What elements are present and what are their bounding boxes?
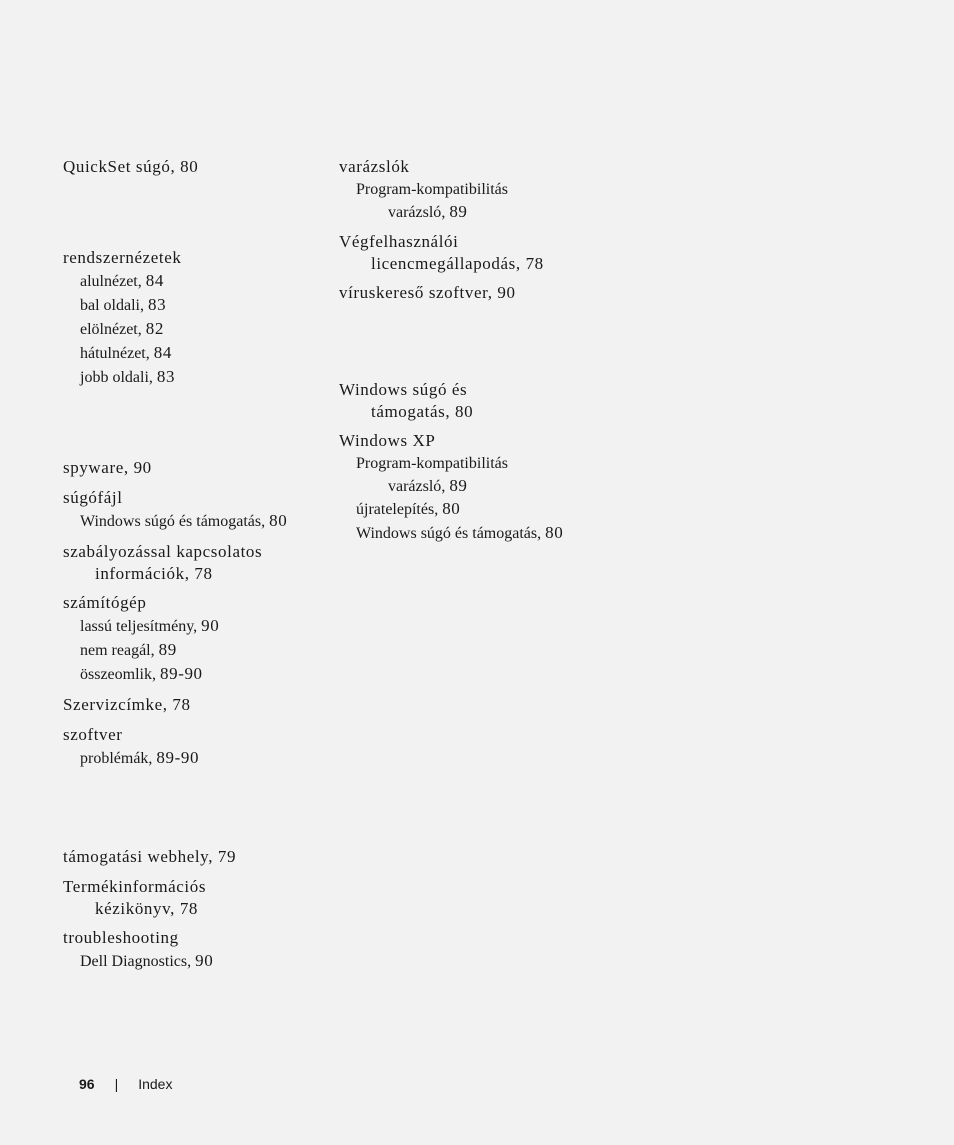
index-comma: , bbox=[441, 478, 450, 495]
index-term: bal oldali bbox=[80, 297, 140, 314]
index-entry bbox=[63, 486, 333, 533]
footer-section-title: Index bbox=[138, 1076, 173, 1092]
index-page-ref: 83 bbox=[147, 295, 167, 314]
index-term: rendszernézetek bbox=[63, 248, 182, 267]
index-comma: , bbox=[187, 953, 196, 970]
index-term: hátulnézet bbox=[80, 345, 146, 362]
index-comma: , bbox=[537, 525, 546, 542]
index-main-line bbox=[339, 378, 639, 401]
index-sub-line bbox=[63, 662, 333, 686]
index-main-line bbox=[339, 230, 639, 253]
index-entry bbox=[63, 845, 333, 868]
index-page-ref: 84 bbox=[153, 343, 172, 362]
index-page-ref: 84 bbox=[145, 271, 164, 290]
index-page-ref: 83 bbox=[156, 367, 176, 386]
index-page-ref: 89-90 bbox=[156, 748, 200, 767]
index-comma: , bbox=[515, 254, 526, 273]
index-main-line bbox=[63, 845, 333, 868]
index-comma: , bbox=[208, 847, 218, 866]
index-comma: , bbox=[193, 618, 202, 635]
index-term: újratelepítés bbox=[356, 501, 435, 518]
index-page-ref: 89 bbox=[449, 202, 468, 221]
index-page-ref: 90 bbox=[497, 283, 516, 302]
index-term: Windows XP bbox=[339, 431, 436, 450]
index-page-ref: 78 bbox=[525, 254, 544, 273]
index-comma: , bbox=[137, 321, 146, 338]
index-main-line bbox=[63, 456, 333, 479]
index-term: licencmegállapodás bbox=[371, 254, 516, 273]
index-comma: , bbox=[123, 458, 134, 477]
index-term: Program-kompatibilitás bbox=[356, 181, 508, 198]
index-comma: , bbox=[445, 402, 456, 421]
index-term: problémák bbox=[80, 750, 149, 767]
index-page-ref: 79 bbox=[217, 847, 237, 866]
index-page-ref: 90 bbox=[133, 458, 152, 477]
index-term: Windows súgó és támogatás bbox=[80, 513, 262, 530]
index-column-left bbox=[63, 155, 333, 980]
index-subcont-line bbox=[339, 201, 639, 223]
index-cont-line bbox=[63, 563, 333, 584]
index-entry bbox=[63, 875, 333, 919]
index-term: Végfelhasználói bbox=[339, 232, 459, 251]
index-page-ref: 80 bbox=[442, 499, 461, 518]
index-comma: , bbox=[162, 695, 173, 714]
index-comma: , bbox=[487, 283, 498, 302]
index-page-ref: 78 bbox=[172, 695, 191, 714]
index-term: Szervizcímke bbox=[63, 695, 163, 714]
index-page-ref: 80 bbox=[455, 402, 474, 421]
index-term: elölnézet bbox=[80, 321, 138, 338]
index-entry bbox=[63, 456, 333, 479]
index-main-line bbox=[339, 429, 639, 452]
index-page-ref: 89 bbox=[158, 640, 177, 659]
index-term: varázslók bbox=[339, 157, 410, 176]
index-term: spyware bbox=[63, 458, 124, 477]
index-term: jobb oldali bbox=[80, 369, 149, 386]
index-term: összeomlik bbox=[80, 666, 152, 683]
index-comma: , bbox=[152, 666, 160, 683]
index-term: Windows súgó és támogatás bbox=[356, 525, 538, 542]
index-term: varázsló bbox=[388, 204, 442, 221]
index-term: alulnézet bbox=[80, 273, 138, 290]
index-comma: , bbox=[148, 750, 157, 767]
index-sub-line bbox=[63, 746, 333, 770]
index-main-line bbox=[339, 155, 639, 178]
index-entry bbox=[339, 429, 639, 545]
index-sub-line bbox=[63, 269, 333, 293]
index-sub-line bbox=[63, 341, 333, 365]
index-term: QuickSet súgó bbox=[63, 157, 171, 176]
index-term: Dell Diagnostics bbox=[80, 953, 188, 970]
index-term: víruskereső szoftver bbox=[339, 283, 488, 302]
index-term: szabályozással kapcsolatos bbox=[63, 542, 263, 561]
index-comma: , bbox=[137, 273, 146, 290]
index-page-ref: 78 bbox=[194, 564, 213, 583]
index-comma: , bbox=[145, 345, 154, 362]
index-term: Windows súgó és bbox=[339, 380, 468, 399]
index-term: súgófájl bbox=[63, 488, 123, 507]
index-sub-line bbox=[63, 293, 333, 317]
index-term: Program-kompatibilitás bbox=[356, 455, 508, 472]
index-page-ref: 80 bbox=[269, 511, 288, 530]
index-term: troubleshooting bbox=[63, 928, 179, 947]
index-term: kézikönyv bbox=[95, 899, 171, 918]
index-sub-line bbox=[339, 452, 639, 475]
index-column-right bbox=[339, 155, 639, 552]
index-page-ref: 80 bbox=[545, 523, 564, 542]
index-subcont-line bbox=[339, 475, 639, 497]
index-term: szoftver bbox=[63, 725, 123, 744]
index-sub-line bbox=[339, 178, 639, 201]
index-comma: , bbox=[434, 501, 443, 518]
index-term: Termékinformációs bbox=[63, 877, 207, 896]
index-sub-line bbox=[63, 614, 333, 638]
index-term: varázsló bbox=[388, 478, 442, 495]
index-entry bbox=[339, 378, 639, 422]
index-main-line bbox=[339, 281, 639, 304]
index-entry bbox=[339, 155, 639, 223]
index-main-line bbox=[63, 155, 333, 178]
index-comma: , bbox=[441, 204, 450, 221]
page-footer bbox=[79, 1076, 172, 1092]
index-main-line bbox=[63, 693, 333, 716]
index-sub-line bbox=[339, 497, 639, 521]
index-main-line bbox=[63, 486, 333, 509]
index-page-ref: 78 bbox=[179, 899, 199, 918]
index-comma: , bbox=[139, 297, 148, 314]
index-entry bbox=[339, 230, 639, 274]
index-sub-line bbox=[63, 317, 333, 341]
index-page-ref: 80 bbox=[180, 157, 199, 176]
index-entry bbox=[63, 591, 333, 686]
index-cont-line bbox=[63, 898, 333, 919]
index-comma: , bbox=[148, 369, 157, 386]
index-entry bbox=[63, 540, 333, 584]
index-main-line bbox=[63, 926, 333, 949]
index-term: nem reagál bbox=[80, 642, 151, 659]
index-sub-line bbox=[63, 365, 333, 389]
index-cont-line bbox=[339, 401, 639, 422]
footer-separator: | bbox=[114, 1076, 119, 1092]
index-entry bbox=[339, 281, 639, 304]
index-comma: , bbox=[261, 513, 270, 530]
index-cont-line bbox=[339, 253, 639, 274]
index-main-line bbox=[63, 723, 333, 746]
index-main-line bbox=[63, 540, 333, 563]
index-comma: , bbox=[150, 642, 159, 659]
index-sub-line bbox=[63, 509, 333, 533]
index-entry bbox=[63, 155, 333, 178]
index-page-ref: 90 bbox=[201, 616, 220, 635]
index-main-line bbox=[63, 875, 333, 898]
index-entry bbox=[63, 926, 333, 973]
index-main-line bbox=[63, 246, 333, 269]
index-page-ref: 90 bbox=[195, 951, 214, 970]
index-entry bbox=[63, 246, 333, 389]
index-entry bbox=[63, 723, 333, 770]
index-page-ref: 82 bbox=[145, 319, 164, 338]
index-page-ref: 89 bbox=[449, 476, 468, 495]
index-sub-line bbox=[63, 638, 333, 662]
index-comma: , bbox=[184, 564, 195, 583]
index-term: támogatási webhely bbox=[63, 847, 209, 866]
index-comma: , bbox=[170, 899, 180, 918]
index-term: támogatás bbox=[371, 402, 446, 421]
index-term: lassú teljesítmény bbox=[80, 618, 194, 635]
index-sub-line bbox=[63, 949, 333, 973]
index-term: információk bbox=[95, 564, 185, 583]
index-comma: , bbox=[170, 157, 181, 176]
index-main-line bbox=[63, 591, 333, 614]
index-term: számítógép bbox=[63, 593, 147, 612]
index-sub-line bbox=[339, 521, 639, 545]
page-number: 96 bbox=[79, 1076, 95, 1092]
index-entry bbox=[63, 693, 333, 716]
index-page-ref: 89-90 bbox=[160, 664, 203, 683]
